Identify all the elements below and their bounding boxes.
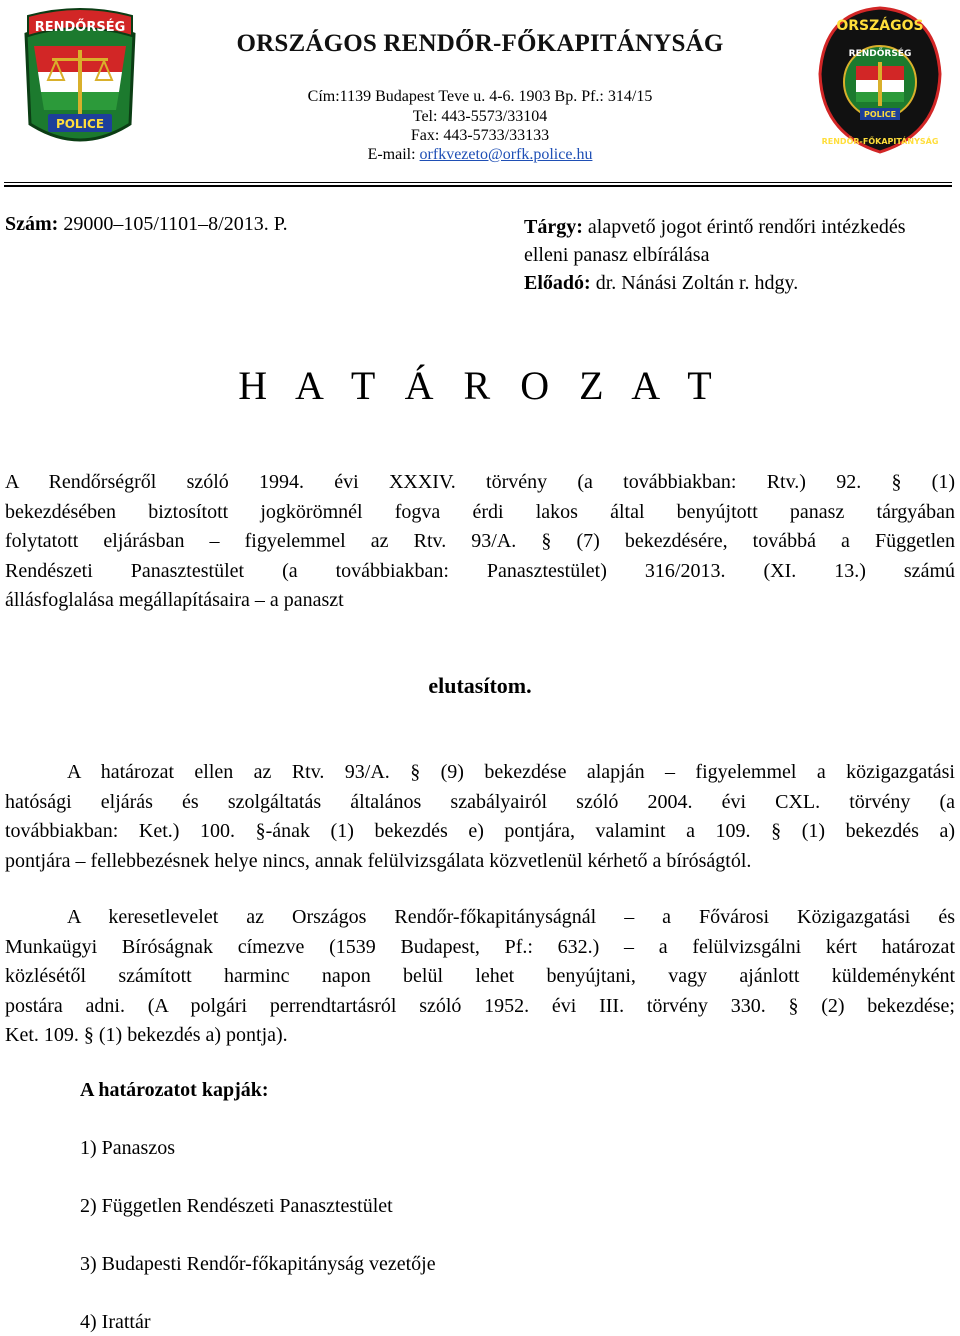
reference-number (5, 213, 288, 236)
email-label: E-mail: (367, 146, 420, 163)
para3-line: Ket. 109. § (1) bekezdés a) pontja). (5, 1024, 288, 1046)
para2-line: továbbiakban: Ket.) 100. §-ának (1) bekezdés e) pontjára, valamint a 109. § (1) bekezdés a) (5, 820, 955, 842)
logo-right-side-text: RENDŐR-FŐKAPITÁNYSÁG (821, 137, 939, 146)
address-line: Cím:1139 Budapest Teve u. 4-6. 1903 Bp. Pf.: 314/15 (307, 88, 653, 105)
para1-line: bekezdésében biztosított jogkörömnél fogva érdi lakos által benyújtott panasz tárgyában (5, 500, 955, 523)
handler-label: Előadó: (524, 272, 591, 294)
paragraph-review (5, 903, 955, 1051)
para1-line: Rendészeti Panasztestület (a továbbiakban: Panasztestület) 316/2013. (XI. 13.) számú (5, 559, 955, 582)
email-link[interactable]: orfkvezeto@orfk.police.hu (419, 146, 593, 163)
subject-value: alapvető jogot érintő rendőri intézkedés (587, 216, 906, 238)
handler-value: dr. Nánási Zoltán r. hdgy. (595, 272, 799, 294)
paragraph-intro (5, 468, 955, 616)
para2-line: A határozat ellen az Rtv. 93/A. § (9) bekezdése alapján – figyelemmel a közigazgatási (67, 761, 955, 783)
logo-left-bottom-text: POLICE (55, 117, 105, 131)
fax-line: Fax: 443-5733/33133 (410, 127, 550, 144)
recipient-item: 2) Független Rendészeti Panasztestület (80, 1195, 393, 1217)
subject-label: Tárgy: (524, 216, 583, 238)
para1-line: állásfoglalása megállapításaira – a panaszt (5, 589, 344, 611)
logo-right-center-text: RENDŐRSÉG (848, 49, 912, 59)
para1-line: folytatott eljárásban – figyelemmel az Rtv. 93/A. § (7) bekezdésére, továbbá a Független (5, 530, 955, 552)
header-divider-thin (4, 182, 952, 183)
para3-line: Munkaügyi Bíróságnak címezve (1539 Budapest, Pf.: 632.) – a felülvizsgálni kért határozat (5, 935, 955, 958)
email-line (150, 145, 810, 165)
subject-value-cont: elleni panasz elbírálása (524, 244, 710, 266)
police-shield-logo-left (18, 6, 142, 158)
decision-text: elutasítom. (428, 673, 532, 698)
orfk-badge-logo-right (816, 4, 944, 156)
para3-line: postára adni. (A polgári perrendtartásról szóló 1952. évi III. törvény 330. § (2) bekezdése; (5, 994, 955, 1017)
recipient-item: 3) Budapesti Rendőr-főkapitányság vezetője (80, 1253, 436, 1275)
para3-line: A keresetlevelet az Országos Rendőr-főkapitányságnál – a Fővárosi Közigazgatási és (67, 906, 955, 928)
logo-right-bottom-text: POLICE (863, 110, 897, 119)
paragraph-appeal (5, 758, 955, 876)
subject-block (524, 213, 954, 297)
phone-line: Tel: 443-5573/33104 (412, 108, 548, 125)
header-divider-thick (4, 185, 952, 187)
organization-title: ORSZÁGOS RENDŐR-FŐKAPITÁNYSÁG (236, 30, 724, 57)
recipients-title: A határozatot kapják: (80, 1079, 269, 1101)
recipient-item: 4) Irattár (80, 1311, 151, 1333)
recipient-item: 1) Panaszos (80, 1137, 175, 1159)
ref-value: 29000–105/1101–8/2013. P. (63, 213, 288, 235)
logo-right-arc-text: ORSZÁGOS (836, 18, 924, 34)
para2-line: hatósági eljárás és szolgáltatás általános szabályairól szóló 2004. évi CXL. törvény (a (5, 790, 955, 813)
logo-left-top-text: RENDŐRSÉG (34, 20, 126, 35)
para1-line: A Rendőrségről szóló 1994. évi XXXIV. törvény (a továbbiakban: Rtv.) 92. § (1) (5, 471, 955, 493)
ref-label: Szám: (5, 213, 59, 235)
document-heading: H A T Á R O Z A T (238, 363, 722, 408)
para2-line: pontjára – fellebbezésnek helye nincs, annak felülvizsgálata közvetlenül kérhető a bíróságtól. (5, 849, 752, 872)
para3-line: közlésétől számított harminc napon belül lehet benyújtani, vagy ajánlott küldeményként (5, 965, 955, 987)
